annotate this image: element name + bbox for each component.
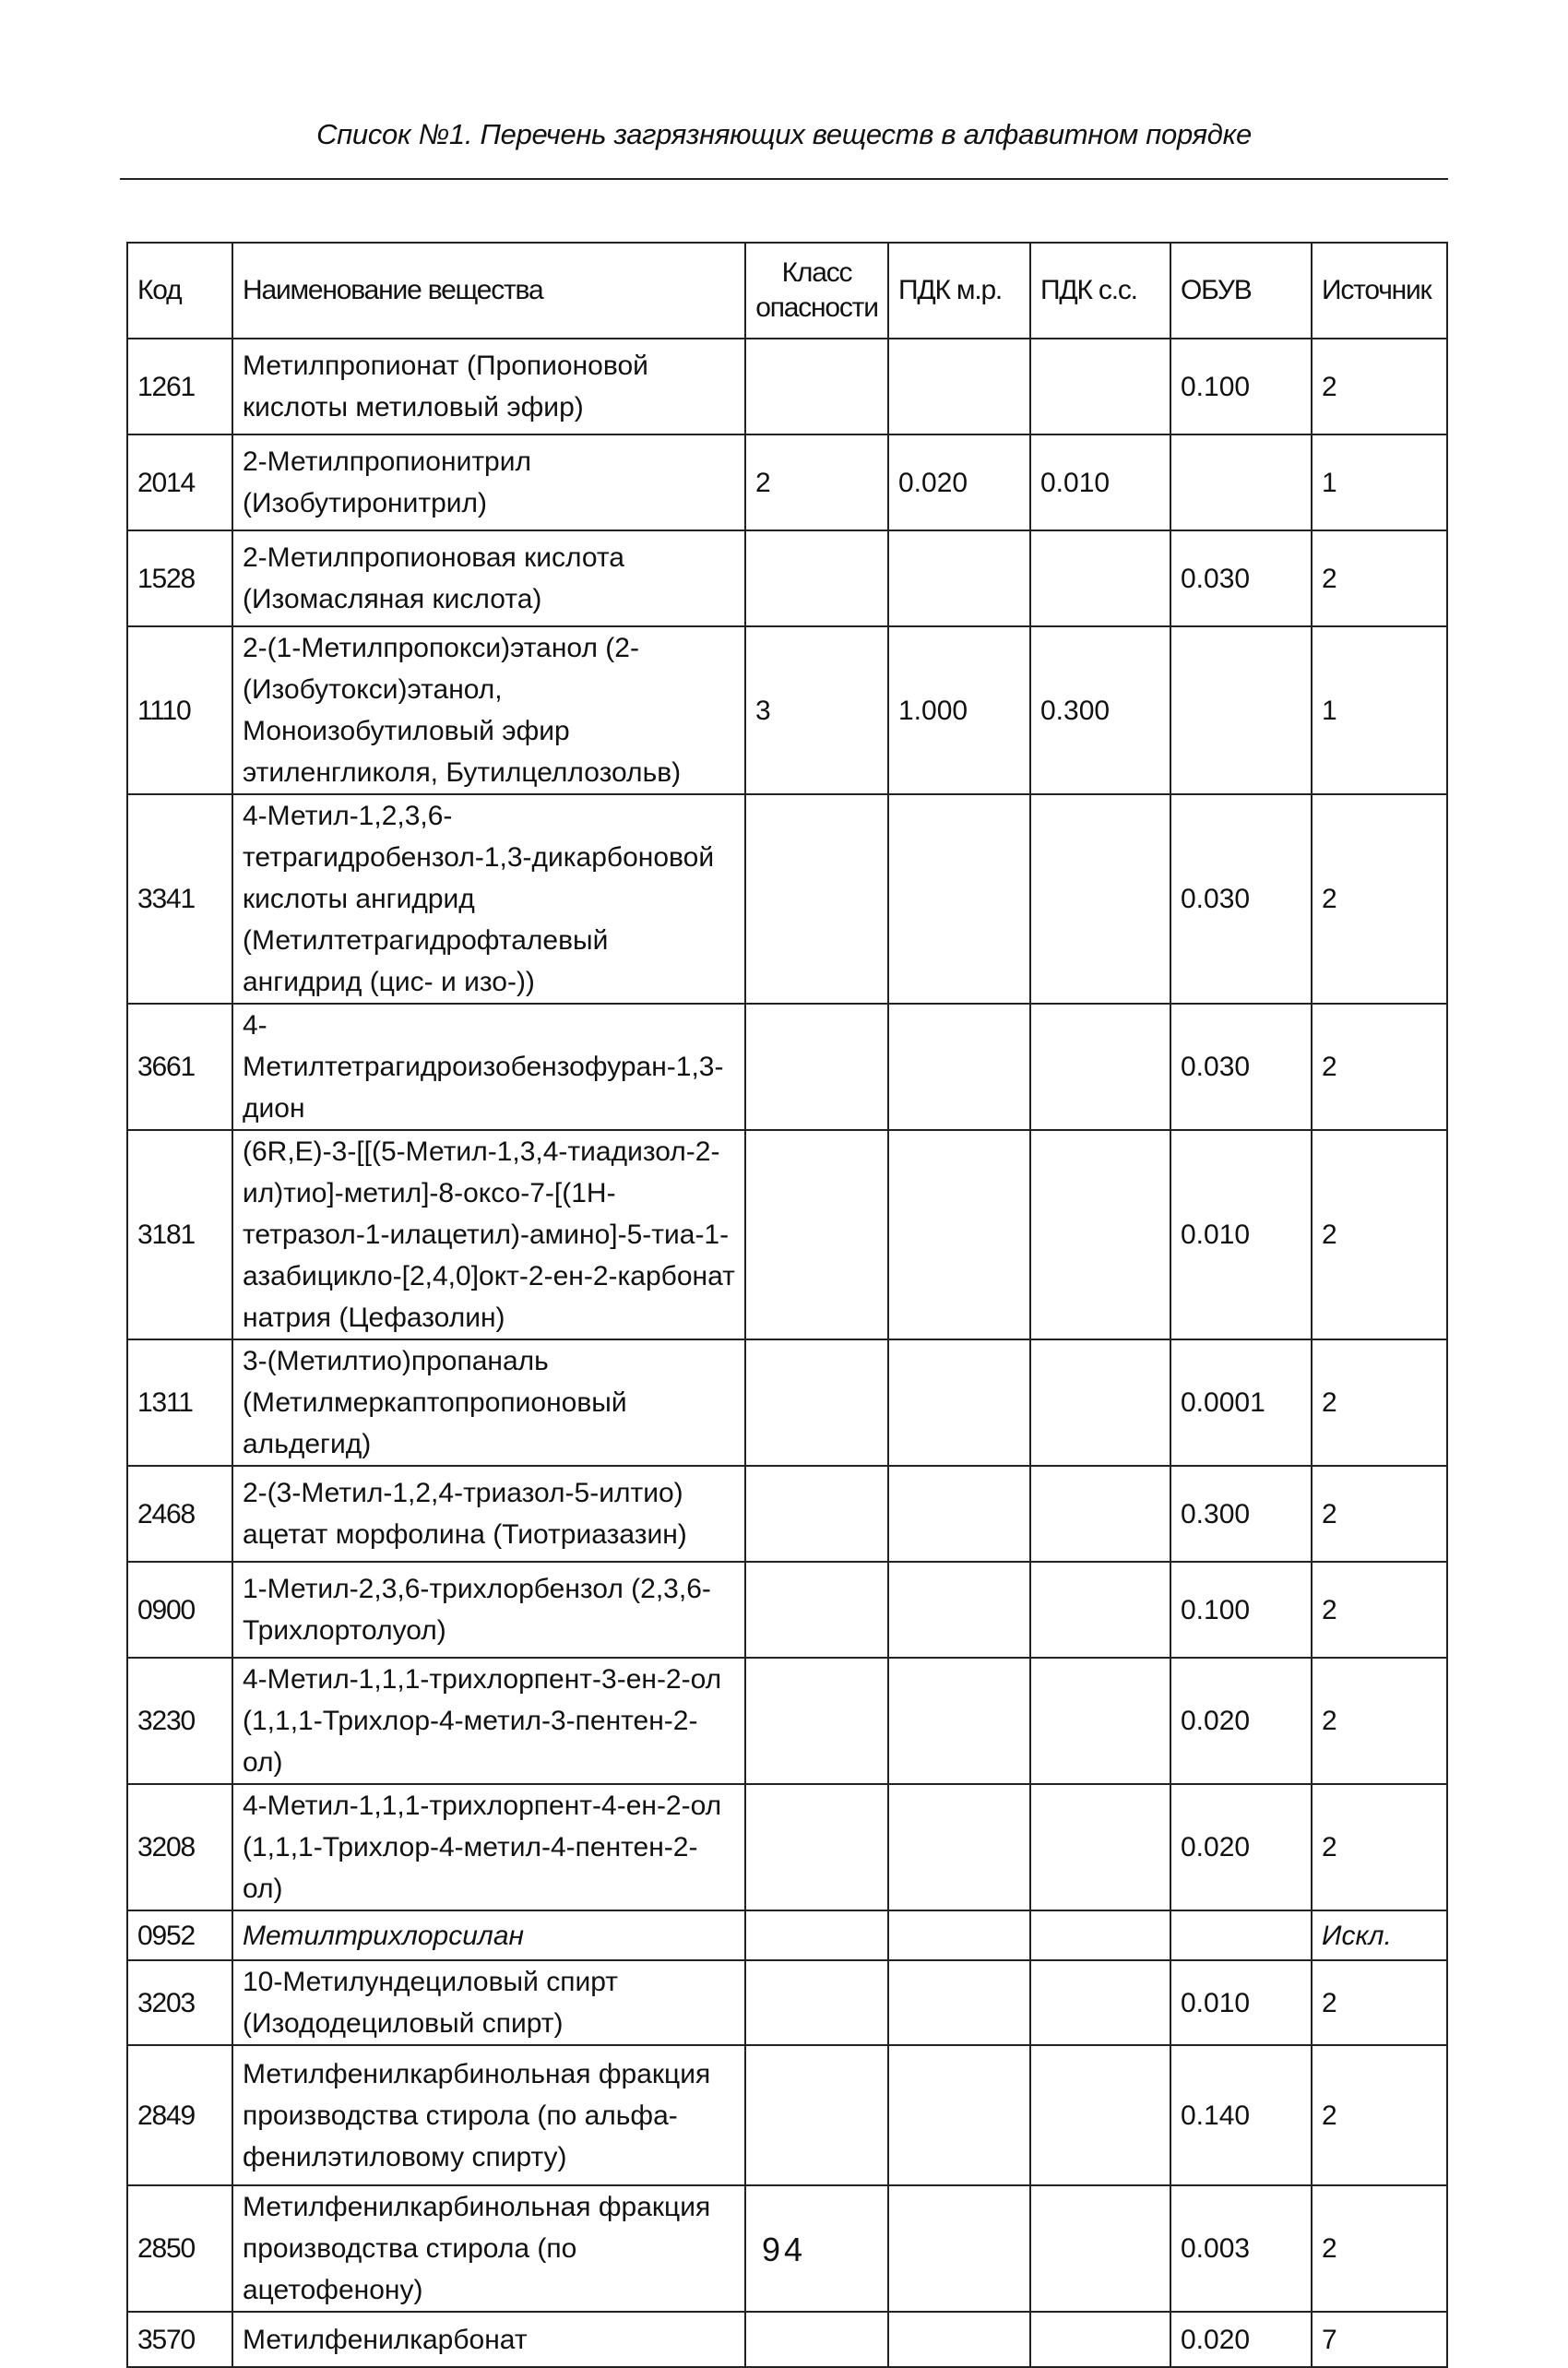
cell-pdk-ss: 0.010 (1030, 434, 1170, 530)
cell-pdk-mr (888, 1910, 1030, 1960)
cell-obuv: 0.020 (1170, 2312, 1312, 2367)
cell-pdk-mr: 0.020 (888, 434, 1030, 530)
cell-pdk-mr (888, 1130, 1030, 1339)
cell-pdk-ss (1030, 1562, 1170, 1658)
cell-name: Метилтрихлорсилан (232, 1910, 745, 1960)
cell-pdk-ss (1030, 1466, 1170, 1562)
cell-hazard-class (745, 1910, 888, 1960)
table-body (127, 339, 1447, 2367)
cell-pdk-ss (1030, 794, 1170, 1004)
cell-pdk-ss (1030, 1658, 1170, 1784)
cell-pdk-mr (888, 2312, 1030, 2367)
cell-code: 0952 (127, 1910, 232, 1960)
cell-code: 1528 (127, 530, 232, 626)
cell-code: 3203 (127, 1960, 232, 2045)
cell-pdk-ss (1030, 339, 1170, 434)
cell-hazard-class (745, 1466, 888, 1562)
cell-name: 4-Метил-1,2,3,6-тетрагидробензол-1,3-дикарбоновой кислоты ангидрид (Метилтетрагидрофталевый ангидрид (цис- и изо-)) (232, 794, 745, 1004)
cell-name: Метилфенилкарбинольная фракция производства стирола (по альфа-фенилэтиловому спирту) (232, 2045, 745, 2185)
cell-source: Искл. (1312, 1910, 1447, 1960)
cell-pdk-ss (1030, 2045, 1170, 2185)
cell-pdk-mr (888, 794, 1030, 1004)
table-row (127, 1658, 1447, 1784)
cell-code: 3570 (127, 2312, 232, 2367)
table-row (127, 1466, 1447, 1562)
cell-pdk-ss (1030, 1004, 1170, 1130)
table-row (127, 794, 1447, 1004)
table-row (127, 1339, 1447, 1466)
cell-obuv (1170, 626, 1312, 794)
cell-obuv: 0.020 (1170, 1784, 1312, 1910)
table-row (127, 2045, 1447, 2185)
cell-code: 2850 (127, 2185, 232, 2312)
column-header-code: Код (127, 243, 232, 339)
cell-code: 2468 (127, 1466, 232, 1562)
table-row (127, 1562, 1447, 1658)
cell-pdk-mr (888, 1960, 1030, 2045)
substances-table (126, 242, 1448, 2368)
cell-pdk-mr (888, 1466, 1030, 1562)
cell-hazard-class (745, 339, 888, 434)
cell-hazard-class (745, 1130, 888, 1339)
table-row (127, 1910, 1447, 1960)
table-row (127, 1960, 1447, 2045)
cell-name: Метилфенилкарбонат (232, 2312, 745, 2367)
cell-source: 1 (1312, 626, 1447, 794)
cell-code: 2014 (127, 434, 232, 530)
cell-name: 4-Метил-1,1,1-трихлорпент-3-ен-2-ол (1,1,1-Трихлор-4-метил-3-пентен-2-ол) (232, 1658, 745, 1784)
cell-source: 2 (1312, 1960, 1447, 2045)
cell-source: 2 (1312, 1784, 1447, 1910)
cell-source: 2 (1312, 2045, 1447, 2185)
cell-pdk-ss (1030, 1960, 1170, 2045)
cell-hazard-class (745, 1960, 888, 2045)
cell-obuv: 0.030 (1170, 530, 1312, 626)
cell-pdk-ss (1030, 1910, 1170, 1960)
table-row (127, 1784, 1447, 1910)
cell-obuv: 0.030 (1170, 1004, 1312, 1130)
cell-obuv: 0.100 (1170, 1562, 1312, 1658)
table-row (127, 339, 1447, 434)
cell-code: 3341 (127, 794, 232, 1004)
page-header-title: Список №1. Перечень загрязняющих веществ в алфавитном порядке (316, 118, 1252, 150)
cell-code: 1311 (127, 1339, 232, 1466)
table-row (127, 626, 1447, 794)
cell-hazard-class (745, 2312, 888, 2367)
cell-obuv: 0.010 (1170, 1130, 1312, 1339)
cell-code: 0900 (127, 1562, 232, 1658)
cell-source: 2 (1312, 339, 1447, 434)
cell-code: 3661 (127, 1004, 232, 1130)
column-header-name: Наименование вещества (232, 243, 745, 339)
cell-obuv (1170, 1910, 1312, 1960)
cell-obuv: 0.140 (1170, 2045, 1312, 2185)
cell-code: 3230 (127, 1658, 232, 1784)
column-header-hazard-class: Класс опасности (745, 243, 888, 339)
cell-code: 2849 (127, 2045, 232, 2185)
cell-pdk-ss (1030, 2312, 1170, 2367)
column-header-obuv: ОБУВ (1170, 243, 1312, 339)
cell-obuv: 0.003 (1170, 2185, 1312, 2312)
cell-obuv: 0.100 (1170, 339, 1312, 434)
cell-source: 2 (1312, 1562, 1447, 1658)
cell-hazard-class (745, 1784, 888, 1910)
page-number: 94 (761, 2231, 807, 2268)
cell-pdk-ss: 0.300 (1030, 626, 1170, 794)
cell-source: 2 (1312, 1658, 1447, 1784)
cell-code: 1261 (127, 339, 232, 434)
table-row (127, 434, 1447, 530)
cell-source: 7 (1312, 2312, 1447, 2367)
table-row (127, 1004, 1447, 1130)
cell-hazard-class (745, 794, 888, 1004)
cell-pdk-ss (1030, 1339, 1170, 1466)
cell-name: 3-(Метилтио)пропаналь (Метилмеркаптопропионовый альдегид) (232, 1339, 745, 1466)
cell-obuv: 0.300 (1170, 1466, 1312, 1562)
cell-pdk-mr: 1.000 (888, 626, 1030, 794)
header-divider (120, 178, 1448, 180)
cell-name: 2-(1-Метилпропокси)этанол (2-(Изобутокси)этанол, Моноизобутиловый эфир этиленгликоля, Бутилцеллозольв) (232, 626, 745, 794)
cell-name: (6R,E)-3-[[(5-Метил-1,3,4-тиадизол-2-ил)тио]-метил]-8-оксо-7-[(1Н-тетразол-1-илацетил)-амино]-5-тиа-1-азабицикло-[2,4,0]окт-2-ен-2-карбонат натрия (Цефазолин) (232, 1130, 745, 1339)
cell-name: 1-Метил-2,3,6-трихлорбензол (2,3,6-Трихлортолуол) (232, 1562, 745, 1658)
cell-name: 4-Метилтетрагидроизобензофуран-1,3-дион (232, 1004, 745, 1130)
cell-pdk-mr (888, 1784, 1030, 1910)
column-header-pdk-mr: ПДК м.р. (888, 243, 1030, 339)
cell-obuv (1170, 434, 1312, 530)
cell-pdk-ss (1030, 1784, 1170, 1910)
cell-pdk-mr (888, 339, 1030, 434)
cell-name: 10-Метилундециловый спирт (Изододециловый спирт) (232, 1960, 745, 2045)
table-row (127, 1130, 1447, 1339)
cell-hazard-class (745, 530, 888, 626)
table-header-row (127, 243, 1447, 339)
cell-pdk-mr (888, 530, 1030, 626)
cell-pdk-ss (1030, 1130, 1170, 1339)
cell-pdk-mr (888, 2045, 1030, 2185)
cell-source: 2 (1312, 2185, 1447, 2312)
cell-source: 2 (1312, 794, 1447, 1004)
cell-source: 2 (1312, 1466, 1447, 1562)
cell-obuv: 0.010 (1170, 1960, 1312, 2045)
cell-hazard-class (745, 1004, 888, 1130)
cell-name: 2-(3-Метил-1,2,4-триазол-5-илтио) ацетат морфолина (Тиотриазазин) (232, 1466, 745, 1562)
cell-obuv: 0.0001 (1170, 1339, 1312, 1466)
cell-source: 2 (1312, 530, 1447, 626)
column-header-pdk-ss: ПДК с.с. (1030, 243, 1170, 339)
cell-obuv: 0.020 (1170, 1658, 1312, 1784)
cell-hazard-class (745, 2045, 888, 2185)
column-header-source: Источник (1312, 243, 1447, 339)
cell-name: 2-Метилпропионитрил (Изобутиронитрил) (232, 434, 745, 530)
cell-name: Метилфенилкарбинольная фракция производства стирола (по ацетофенону) (232, 2185, 745, 2312)
cell-name: 4-Метил-1,1,1-трихлорпент-4-ен-2-ол (1,1,1-Трихлор-4-метил-4-пентен-2-ол) (232, 1784, 745, 1910)
cell-hazard-class: 3 (745, 626, 888, 794)
cell-pdk-mr (888, 1339, 1030, 1466)
cell-pdk-mr (888, 1004, 1030, 1130)
cell-hazard-class (745, 1339, 888, 1466)
cell-code: 3208 (127, 1784, 232, 1910)
cell-name: Метилпропионат (Пропионовой кислоты метиловый эфир) (232, 339, 745, 434)
cell-obuv: 0.030 (1170, 794, 1312, 1004)
cell-hazard-class (745, 1562, 888, 1658)
cell-pdk-mr (888, 1658, 1030, 1784)
cell-hazard-class (745, 1658, 888, 1784)
cell-pdk-mr (888, 1562, 1030, 1658)
cell-name: 2-Метилпропионовая кислота (Изомасляная кислота) (232, 530, 745, 626)
cell-source: 2 (1312, 1339, 1447, 1466)
table-row (127, 530, 1447, 626)
cell-pdk-ss (1030, 530, 1170, 626)
table-row (127, 2312, 1447, 2367)
cell-source: 2 (1312, 1004, 1447, 1130)
cell-code: 3181 (127, 1130, 232, 1339)
cell-code: 1110 (127, 626, 232, 794)
cell-source: 1 (1312, 434, 1447, 530)
cell-source: 2 (1312, 1130, 1447, 1339)
cell-hazard-class: 2 (745, 434, 888, 530)
